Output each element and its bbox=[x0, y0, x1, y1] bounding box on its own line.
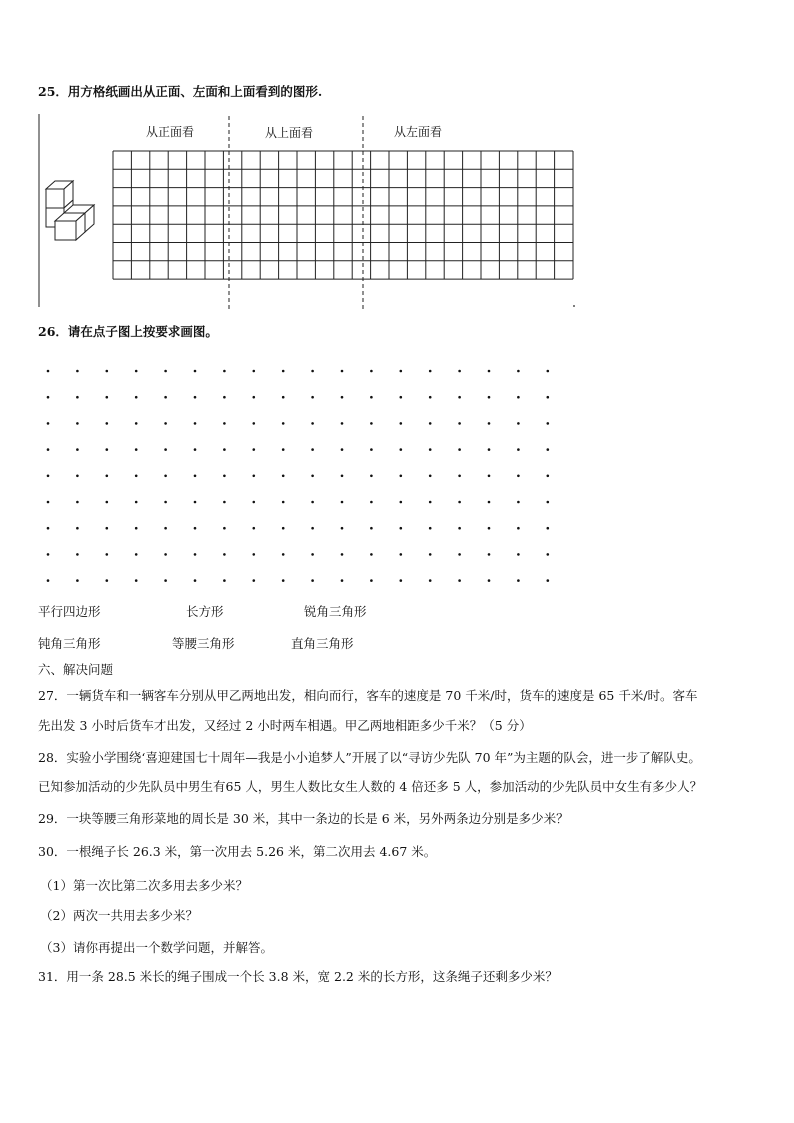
grid-dot bbox=[135, 422, 138, 425]
grid-dot bbox=[429, 475, 432, 478]
grid-dot bbox=[76, 370, 79, 373]
grid-dot bbox=[547, 501, 550, 504]
grid-dot bbox=[135, 527, 138, 530]
grid-dot bbox=[400, 501, 403, 504]
grid-dot bbox=[194, 422, 197, 425]
grid-dot bbox=[106, 448, 109, 451]
q31-line1: 31．用一条 28.5 米长的绳子围成一个长 3.8 米，宽 2.2 米的长方形，这条绳子还剩多少米？ bbox=[38, 969, 558, 984]
grid-dot bbox=[253, 396, 256, 399]
grid-dot bbox=[547, 422, 550, 425]
grid-dot bbox=[429, 370, 432, 373]
grid-dot bbox=[547, 448, 550, 451]
grid-dot bbox=[76, 579, 79, 582]
grid-dot bbox=[47, 527, 50, 530]
grid-dot bbox=[488, 370, 491, 373]
grid-dot bbox=[458, 370, 461, 373]
grid-dot bbox=[164, 501, 167, 504]
grid-dot bbox=[429, 396, 432, 399]
grid-dot bbox=[253, 422, 256, 425]
grid-dot bbox=[282, 553, 285, 556]
grid-dot bbox=[488, 553, 491, 556]
grid-dot bbox=[517, 422, 520, 425]
grid-dot bbox=[400, 579, 403, 582]
grid-dot bbox=[194, 579, 197, 582]
grid-dot bbox=[135, 448, 138, 451]
grid-dot bbox=[517, 553, 520, 556]
grid-dot bbox=[517, 396, 520, 399]
grid-dot bbox=[400, 475, 403, 478]
grid-dot bbox=[370, 527, 373, 530]
grid-dot bbox=[458, 527, 461, 530]
grid-dot bbox=[164, 553, 167, 556]
shape-right-triangle: 直角三角形 bbox=[291, 636, 354, 651]
grid-dot bbox=[370, 396, 373, 399]
grid-dot bbox=[223, 370, 226, 373]
grid-dot bbox=[47, 475, 50, 478]
q26-title: 26．请在点子图上按要求画图。 bbox=[38, 324, 218, 339]
grid-dot bbox=[400, 370, 403, 373]
grid-dot bbox=[311, 396, 314, 399]
grid-dot bbox=[223, 553, 226, 556]
grid-dot bbox=[341, 475, 344, 478]
q29-line1: 29．一块等腰三角形菜地的周长是 30 米，其中一条边的长是 6 米，另外两条边分别是多少米？ bbox=[38, 811, 569, 826]
grid-dot bbox=[223, 501, 226, 504]
grid-dot bbox=[488, 448, 491, 451]
grid-dot bbox=[458, 553, 461, 556]
view-left-label: 从左面看 bbox=[394, 125, 443, 139]
q28-line2: 已知参加活动的少先队员中男生有65 人，男生人数比女生人数的 4 倍还多 5 人，参加活动的少先队员中女生有多少人？ bbox=[38, 779, 703, 794]
grid-dot bbox=[370, 579, 373, 582]
grid-dot bbox=[370, 422, 373, 425]
grid-dot bbox=[106, 475, 109, 478]
grid-dot bbox=[164, 396, 167, 399]
section-6-title: 六、解决问题 bbox=[38, 662, 114, 677]
grid-dot bbox=[458, 501, 461, 504]
grid-dot bbox=[47, 553, 50, 556]
grid-dot bbox=[223, 396, 226, 399]
grid-dot bbox=[458, 422, 461, 425]
grid-dot bbox=[341, 448, 344, 451]
grid-dot bbox=[194, 370, 197, 373]
grid-dot bbox=[341, 553, 344, 556]
grid-dot bbox=[253, 448, 256, 451]
grid-dot bbox=[370, 448, 373, 451]
grid-dot bbox=[76, 422, 79, 425]
grid-dot bbox=[253, 579, 256, 582]
grid-dot bbox=[282, 448, 285, 451]
grid-dot bbox=[311, 553, 314, 556]
grid-dot bbox=[429, 501, 432, 504]
grid-dot bbox=[223, 475, 226, 478]
grid-dot bbox=[458, 475, 461, 478]
grid-dot bbox=[135, 475, 138, 478]
grid-dot bbox=[76, 448, 79, 451]
grid-dot bbox=[429, 527, 432, 530]
grid-dot bbox=[341, 579, 344, 582]
grid-dot bbox=[282, 501, 285, 504]
grid-dot bbox=[547, 579, 550, 582]
grid-dot bbox=[106, 501, 109, 504]
grid-dot bbox=[488, 579, 491, 582]
grid-dot bbox=[517, 370, 520, 373]
grid-dot bbox=[135, 396, 138, 399]
grid-dot bbox=[106, 553, 109, 556]
grid-dot bbox=[488, 501, 491, 504]
grid-dot bbox=[194, 553, 197, 556]
grid-dot bbox=[429, 579, 432, 582]
grid-dot bbox=[517, 448, 520, 451]
grid-dot bbox=[47, 370, 50, 373]
grid-dot bbox=[370, 501, 373, 504]
q30-sub3: （3）请你再提出一个数学问题，并解答。 bbox=[40, 940, 273, 955]
grid-dot bbox=[341, 501, 344, 504]
shape-parallelogram: 平行四边形 bbox=[38, 604, 101, 619]
grid-dot bbox=[106, 527, 109, 530]
grid-dot bbox=[164, 475, 167, 478]
grid-dot bbox=[400, 396, 403, 399]
grid-dot bbox=[311, 527, 314, 530]
grid-dot bbox=[164, 579, 167, 582]
grid-dot bbox=[76, 527, 79, 530]
grid-dot bbox=[106, 396, 109, 399]
grid-dot bbox=[106, 370, 109, 373]
grid-dot bbox=[370, 553, 373, 556]
grid-dot bbox=[517, 579, 520, 582]
grid-dot bbox=[76, 501, 79, 504]
view-front-label: 从正面看 bbox=[146, 125, 195, 139]
grid-dot bbox=[400, 553, 403, 556]
grid-dot bbox=[311, 501, 314, 504]
grid-dot bbox=[311, 475, 314, 478]
grid-dot bbox=[341, 527, 344, 530]
grid-dot bbox=[47, 501, 50, 504]
grid-dot bbox=[311, 448, 314, 451]
grid-dot bbox=[223, 527, 226, 530]
grid-dot bbox=[164, 370, 167, 373]
grid-dot bbox=[282, 475, 285, 478]
grid-dot bbox=[311, 422, 314, 425]
grid-dot bbox=[223, 579, 226, 582]
shape-acute-triangle: 锐角三角形 bbox=[304, 604, 367, 619]
grid-dot bbox=[223, 422, 226, 425]
q28-line1: 28．实验小学围绕‘喜迎建国七十周年—我是小小追梦人”开展了以“寻访少先队 70 年”为主题的队会，进一步了解队史。 bbox=[38, 750, 701, 765]
grid-dot bbox=[194, 475, 197, 478]
grid-dot bbox=[547, 370, 550, 373]
grid-dot bbox=[76, 553, 79, 556]
grid-dot bbox=[547, 475, 550, 478]
grid-dot bbox=[253, 370, 256, 373]
grid-dot bbox=[164, 448, 167, 451]
grid-dot bbox=[429, 448, 432, 451]
q30-sub1: （1）第一次比第二次多用去多少米？ bbox=[40, 878, 248, 893]
grid-dot bbox=[282, 422, 285, 425]
grid-dot bbox=[517, 501, 520, 504]
grid-dot bbox=[282, 579, 285, 582]
grid-dot bbox=[488, 527, 491, 530]
grid-dot bbox=[106, 579, 109, 582]
grid-dot bbox=[341, 422, 344, 425]
grid-dot bbox=[135, 501, 138, 504]
shape-obtuse-triangle: 钝角三角形 bbox=[38, 636, 101, 651]
grid-dot bbox=[282, 396, 285, 399]
grid-dot bbox=[517, 475, 520, 478]
grid-dot bbox=[76, 396, 79, 399]
grid-dot bbox=[164, 527, 167, 530]
grid-dot bbox=[458, 579, 461, 582]
grid-dot bbox=[458, 396, 461, 399]
grid-dot bbox=[488, 475, 491, 478]
grid-dot bbox=[253, 527, 256, 530]
grid-dot bbox=[164, 422, 167, 425]
grid-dot bbox=[282, 527, 285, 530]
grid-dot bbox=[488, 422, 491, 425]
grid-dot bbox=[429, 553, 432, 556]
grid-dot bbox=[194, 501, 197, 504]
grid-dot bbox=[400, 422, 403, 425]
grid-dot bbox=[400, 448, 403, 451]
grid-dot bbox=[194, 396, 197, 399]
grid-dot bbox=[223, 448, 226, 451]
grid-dot bbox=[547, 527, 550, 530]
grid-dot bbox=[370, 475, 373, 478]
grid-dot bbox=[253, 501, 256, 504]
grid-dot bbox=[341, 370, 344, 373]
shape-rectangle: 长方形 bbox=[186, 604, 224, 619]
grid-dot bbox=[135, 553, 138, 556]
grid-dot bbox=[47, 422, 50, 425]
grid-dot bbox=[370, 370, 373, 373]
grid-dot bbox=[282, 370, 285, 373]
q25-title: 25．用方格纸画出从正面、左面和上面看到的图形. bbox=[38, 84, 323, 99]
shape-isosceles-triangle: 等腰三角形 bbox=[172, 636, 235, 651]
q30-line1: 30．一根绳子长 26.3 米，第一次用去 5.26 米，第二次用去 4.67 米。 bbox=[38, 844, 437, 859]
grid-dot bbox=[194, 527, 197, 530]
grid-dot bbox=[458, 448, 461, 451]
grid-dot bbox=[429, 422, 432, 425]
view-top-label: 从上面看 bbox=[265, 126, 314, 140]
grid-dot bbox=[76, 475, 79, 478]
grid-dot bbox=[400, 527, 403, 530]
grid-dot bbox=[253, 475, 256, 478]
grid-dot bbox=[194, 448, 197, 451]
q27-line2: 先出发 3 小时后货车才出发，又经过 2 小时两车相遇。甲乙两地相距多少千米？（5 分） bbox=[38, 718, 532, 733]
grid-dot bbox=[311, 579, 314, 582]
q30-sub2: （2）两次一共用去多少米？ bbox=[40, 908, 198, 923]
grid-dot bbox=[106, 422, 109, 425]
grid-dot bbox=[47, 396, 50, 399]
grid-dot bbox=[47, 579, 50, 582]
grid-dot bbox=[547, 553, 550, 556]
grid-dot bbox=[517, 527, 520, 530]
grid-dot bbox=[135, 579, 138, 582]
grid-dot bbox=[47, 448, 50, 451]
grid-dot bbox=[341, 396, 344, 399]
grid-dot bbox=[135, 370, 138, 373]
grid-dot bbox=[253, 553, 256, 556]
grid-dot bbox=[311, 370, 314, 373]
grid-dot bbox=[488, 396, 491, 399]
q27-line1: 27．一辆货车和一辆客车分别从甲乙两地出发，相向而行，客车的速度是 70 千米/时，货车的速度是 65 千米/时。客车 bbox=[38, 688, 698, 703]
grid-dot bbox=[547, 396, 550, 399]
